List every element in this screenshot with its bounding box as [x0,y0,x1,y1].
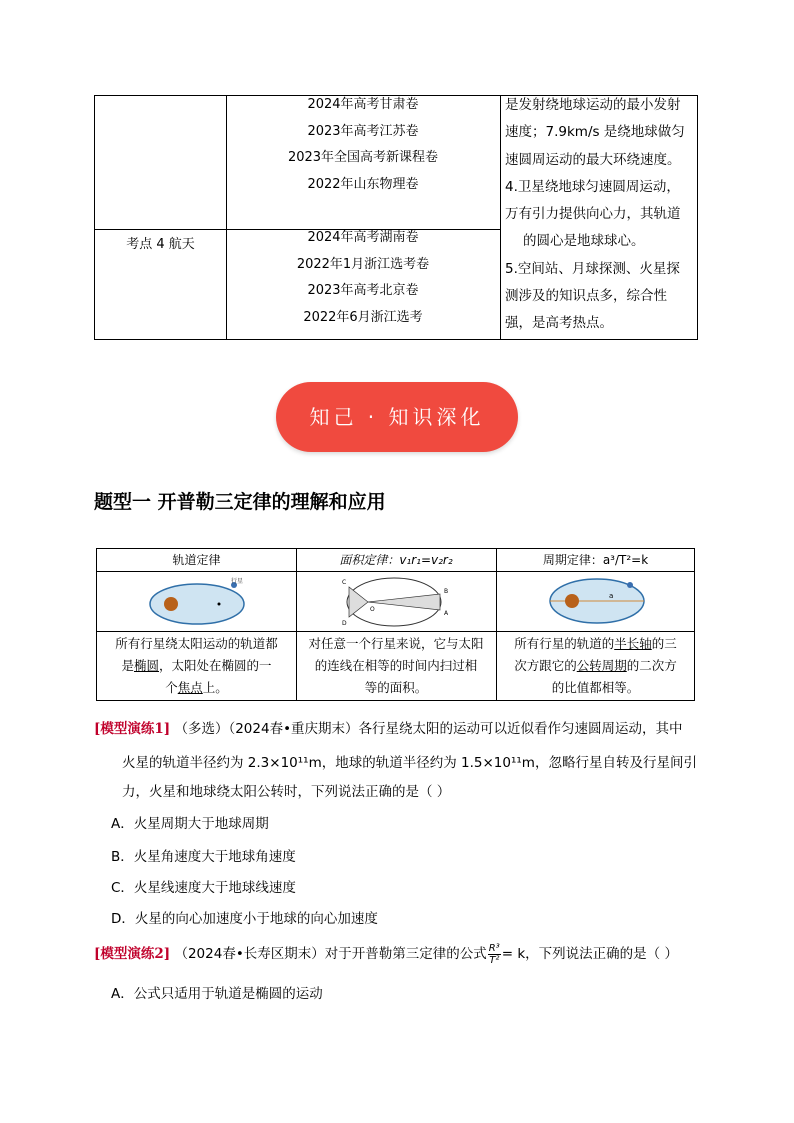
exam-list-group1 [226,92,500,198]
note-line: 万有引力提供向心力，其轨道 [505,206,681,223]
note-line: 是发射绕地球运动的最小发射 [505,97,681,113]
svg-text:A: A [444,610,449,617]
exam-notes [505,92,695,338]
svg-text:a: a [609,592,614,600]
exam-item: 2022年1月浙江选考卷 [296,256,430,272]
option-a[interactable]: A．火星周期大于地球周期 [111,816,269,832]
table-divider [500,96,501,339]
orbit-ellipse-figure [147,573,247,630]
svg-text:B: B [444,588,449,595]
exam-item: 2023年高考北京卷 [307,283,419,298]
section-heading: 题型一 开普勒三定律的理解和应用 [94,491,386,513]
svg-text:D: D [342,620,347,627]
exam-item: 2022年山东物理卷 [307,176,419,192]
sun-icon [565,594,579,608]
note-line: 的圆心是地球球心。 [523,233,645,250]
kaodian-label: 考点 4 航天 [126,237,195,252]
table-divider [97,571,694,572]
table-divider [97,631,694,632]
question-1-line1: [模型演练1] （多选）（2024春•重庆期末）各行星绕太阳的运动可以近似看作匀速圆周运动，其中 [94,721,683,737]
question-2-line1: [模型演练2] （2024春•长寿区期末）对于开普勒第三定律的公式 $\frac{\text{R³}}{\text{T²}}$ = k，下列说法正确的是（ ） [94,942,678,966]
exam-list-group2 [226,225,500,331]
option-a[interactable]: A．公式只适用于轨道是椭圆的运动 [111,986,323,1002]
header-orbit-law: 轨道定律 [172,553,221,567]
question-1-line3: 力，火星和地球绕太阳公转时，下列说法正确的是（ ） [122,784,451,800]
svg-text:C: C [342,579,347,586]
planet-icon [627,582,633,588]
option-c[interactable]: C．火星线速度大于地球线速度 [111,880,296,896]
exam-table [94,95,698,340]
note-line: 速度；7.9km/s 是绕地球做匀 [505,124,685,141]
option-b[interactable]: B．火星角速度大于地球角速度 [111,849,296,865]
exam-item: 2023年全国高考新课程卷 [287,150,439,165]
period-law-figure [547,573,647,630]
period-law-description: 所有行星的轨道的半长轴的三 次方跟它的公转周期的二次方 的比值都相等。 [514,636,677,695]
header-area-law: 面积定律：v₁r₁=v₂r₂ [339,553,453,567]
area-law-figure [340,573,452,630]
note-line: 4.卫星绕地球匀速圆周运动， [505,178,680,195]
header-period-law: 周期定律：a³/T²=k [542,553,649,567]
area-law-description: 对任意一个行星来说，它与太阳 的连线在相等的时间内扫过相 等的面积。 [308,636,484,695]
kepler-laws-table [96,548,695,701]
formula-fraction: $\frac{\text{R³}}{\text{T²}}$ [488,942,500,966]
question-1-line2: 火星的轨道半径约为 2.3×10¹¹m，地球的轨道半径约为 1.5×10¹¹m，忽略行星自转及行星间引 [122,755,697,771]
exam-item: 2022年6月浙江选考 [303,309,423,325]
planet-label: 行星 [231,578,244,585]
option-d[interactable]: D．火星的向心加速度小于地球的向心加速度 [111,911,378,927]
svg-text:O: O [370,606,375,613]
exam-item: 2024年高考甘肃卷 [307,97,419,112]
note-line: 强，是高考热点。 [505,315,613,332]
question-tag: [模型演练2] [94,946,171,962]
sun-icon [164,597,178,611]
question-tag: [模型演练1] [94,721,171,737]
section-banner: 知己 · 知识深化 [276,382,518,452]
note-line: 5.空间站、月球探测、火星探 [505,260,680,277]
exam-item: 2024年高考湖南卷 [307,230,419,245]
note-line: 测涉及的知识点多，综合性 [505,288,667,305]
exam-item: 2023年高考江苏卷 [307,123,419,139]
note-line: 速圆周运动的最大环绕速度。 [505,151,681,168]
orbit-law-description: 所有行星绕太阳运动的轨道都 是椭圆，太阳处在椭圆的一 个焦点上。 [115,636,278,695]
